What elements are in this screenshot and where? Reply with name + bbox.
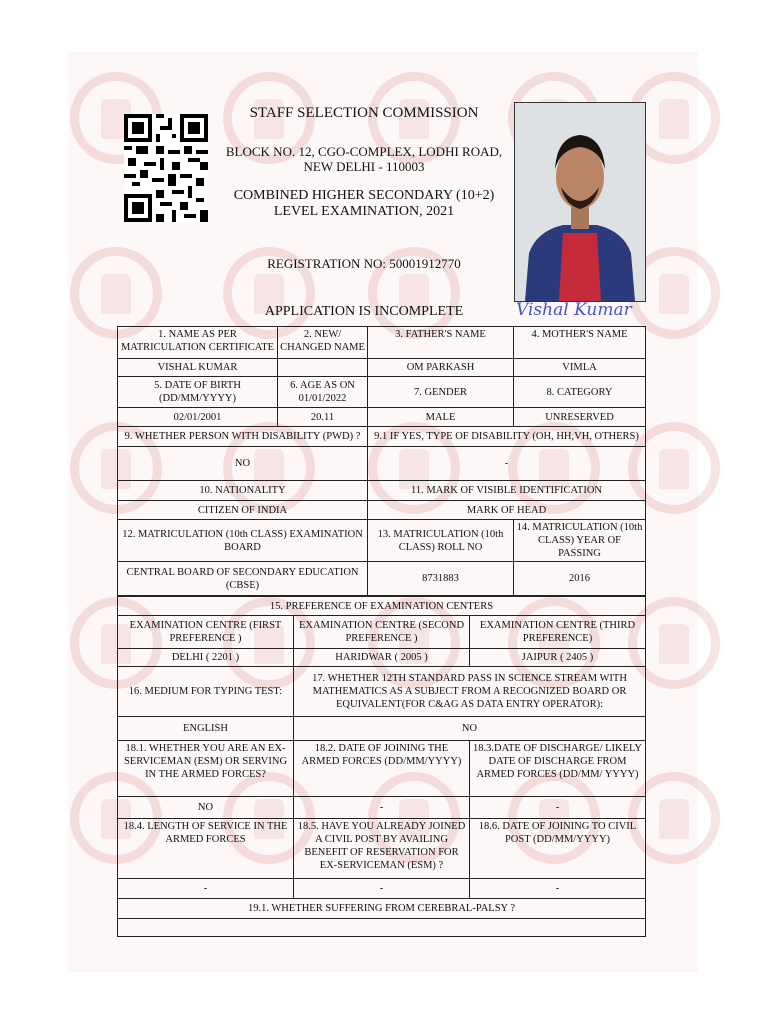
value-matric-roll: 8731883 xyxy=(368,562,514,596)
value-name: VISHAL KUMAR xyxy=(118,359,278,377)
value-disability-type: - xyxy=(368,447,646,481)
label-identification-mark: 11. MARK OF VISIBLE IDENTIFICATION xyxy=(368,481,646,501)
label-gender: 7. GENDER xyxy=(368,377,514,408)
label-cerebral-palsy: 19.1. WHETHER SUFFERING FROM CEREBRAL-PALSY ? xyxy=(118,899,646,919)
label-service-length: 18.4. LENGTH OF SERVICE IN THE ARMED FORCES xyxy=(118,819,294,879)
registration-number: REGISTRATION NO: 50001912770 xyxy=(267,256,461,271)
value-civil-post-esm: - xyxy=(294,879,470,899)
value-age: 20.11 xyxy=(278,408,368,427)
label-new-name: 2. NEW/ CHANGED NAME xyxy=(278,327,368,359)
value-father-name: OM PARKASH xyxy=(368,359,514,377)
value-gender: MALE xyxy=(368,408,514,427)
value-matric-board: CENTRAL BOARD OF SECONDARY EDUCATION (CBSE) xyxy=(118,562,368,596)
value-cerebral-palsy xyxy=(118,919,646,937)
value-science-maths: NO xyxy=(294,717,646,741)
value-mother-name: VIMLA xyxy=(514,359,646,377)
form-table-exam xyxy=(117,596,646,937)
value-civil-post-date: - xyxy=(470,879,646,899)
value-centre-third: JAIPUR ( 2405 ) xyxy=(470,649,646,667)
label-science-maths: 17. WHETHER 12TH STANDARD PASS IN SCIENCE STREAM WITH MATHEMATICS AS A SUBJECT FROM A RECOGNIZED BOARD OR EQUIVALENT(FOR C&AG AS DATA ENTRY OPERATOR): xyxy=(294,667,646,717)
value-typing-medium: ENGLISH xyxy=(118,717,294,741)
value-centre-second: HARIDWAR ( 2005 ) xyxy=(294,649,470,667)
value-armed-joining-date: - xyxy=(294,797,470,819)
commission-title: STAFF SELECTION COMMISSION xyxy=(249,105,479,121)
value-matric-year: 2016 xyxy=(514,562,646,596)
value-identification-mark: MARK OF HEAD xyxy=(368,501,646,520)
label-civil-post-esm: 18.5. HAVE YOU ALREADY JOINED A CIVIL POST BY AVAILING BENEFIT OF RESERVATION FOR EX-SERVICEMAN (ESM) ? xyxy=(294,819,470,879)
label-category: 8. CATEGORY xyxy=(514,377,646,408)
value-discharge-date: - xyxy=(470,797,646,819)
label-father-name: 3. FATHER'S NAME xyxy=(368,327,514,359)
candidate-photo xyxy=(514,102,646,302)
value-category: UNRESERVED xyxy=(514,408,646,427)
label-centre-third: EXAMINATION CENTRE (THIRD PREFERENCE) xyxy=(470,616,646,649)
label-matric-board: 12. MATRICULATION (10th CLASS) EXAMINATION BOARD xyxy=(118,520,368,562)
label-centre-first: EXAMINATION CENTRE (FIRST PREFERENCE ) xyxy=(118,616,294,649)
label-civil-post-date: 18.6. DATE OF JOINING TO CIVIL POST (DD/MM/YYYY) xyxy=(470,819,646,879)
label-ex-serviceman: 18.1. WHETHER YOU ARE AN EX-SERVICEMAN (ESM) OR SERVING IN THE ARMED FORCES? xyxy=(118,741,294,797)
label-name: 1. NAME AS PER MATRICULATION CERTIFICATE xyxy=(118,327,278,359)
label-nationality: 10. NATIONALITY xyxy=(118,481,368,501)
commission-address: BLOCK NO. 12, CGO-COMPLEX, LODHI ROAD, NEW DELHI - 110003 xyxy=(225,144,503,174)
value-centre-first: DELHI ( 2201 ) xyxy=(118,649,294,667)
label-disability-type: 9.1 IF YES, TYPE OF DISABILITY (OH, HH,VH, OTHERS) xyxy=(368,427,646,447)
label-age: 6. AGE AS ON 01/01/2022 xyxy=(278,377,368,408)
value-pwd: NO xyxy=(118,447,368,481)
value-service-length: - xyxy=(118,879,294,899)
value-nationality: CITIZEN OF INDIA xyxy=(118,501,368,520)
form-table-personal xyxy=(117,326,646,596)
label-matric-year: 14. MATRICULATION (10th CLASS) YEAR OF PASSING xyxy=(514,520,646,562)
label-discharge-date: 18.3.DATE OF DISCHARGE/ LIKELY DATE OF DISCHARGE FROM ARMED FORCES (DD/MM/ YYYY) xyxy=(470,741,646,797)
value-dob: 02/01/2001 xyxy=(118,408,278,427)
candidate-signature: Vishal Kumar xyxy=(516,300,632,320)
label-typing-medium: 16. MEDIUM FOR TYPING TEST: xyxy=(118,667,294,717)
exam-title: COMBINED HIGHER SECONDARY (10+2) LEVEL EXAMINATION, 2021 xyxy=(233,188,495,219)
label-centre-preference: 15. PREFERENCE OF EXAMINATION CENTERS xyxy=(118,597,646,616)
value-ex-serviceman: NO xyxy=(118,797,294,819)
application-status: APPLICATION IS INCOMPLETE xyxy=(264,304,464,319)
label-matric-roll: 13. MATRICULATION (10th CLASS) ROLL NO xyxy=(368,520,514,562)
label-pwd: 9. WHETHER PERSON WITH DISABILITY (PWD) ? xyxy=(118,427,368,447)
label-mother-name: 4. MOTHER'S NAME xyxy=(514,327,646,359)
label-armed-joining-date: 18.2. DATE OF JOINING THE ARMED FORCES (DD/MM/YYYY) xyxy=(294,741,470,797)
value-new-name xyxy=(278,359,368,377)
qr-code xyxy=(124,114,208,222)
label-dob: 5. DATE OF BIRTH (DD/MM/YYYY) xyxy=(118,377,278,408)
label-centre-second: EXAMINATION CENTRE (SECOND PREFERENCE ) xyxy=(294,616,470,649)
